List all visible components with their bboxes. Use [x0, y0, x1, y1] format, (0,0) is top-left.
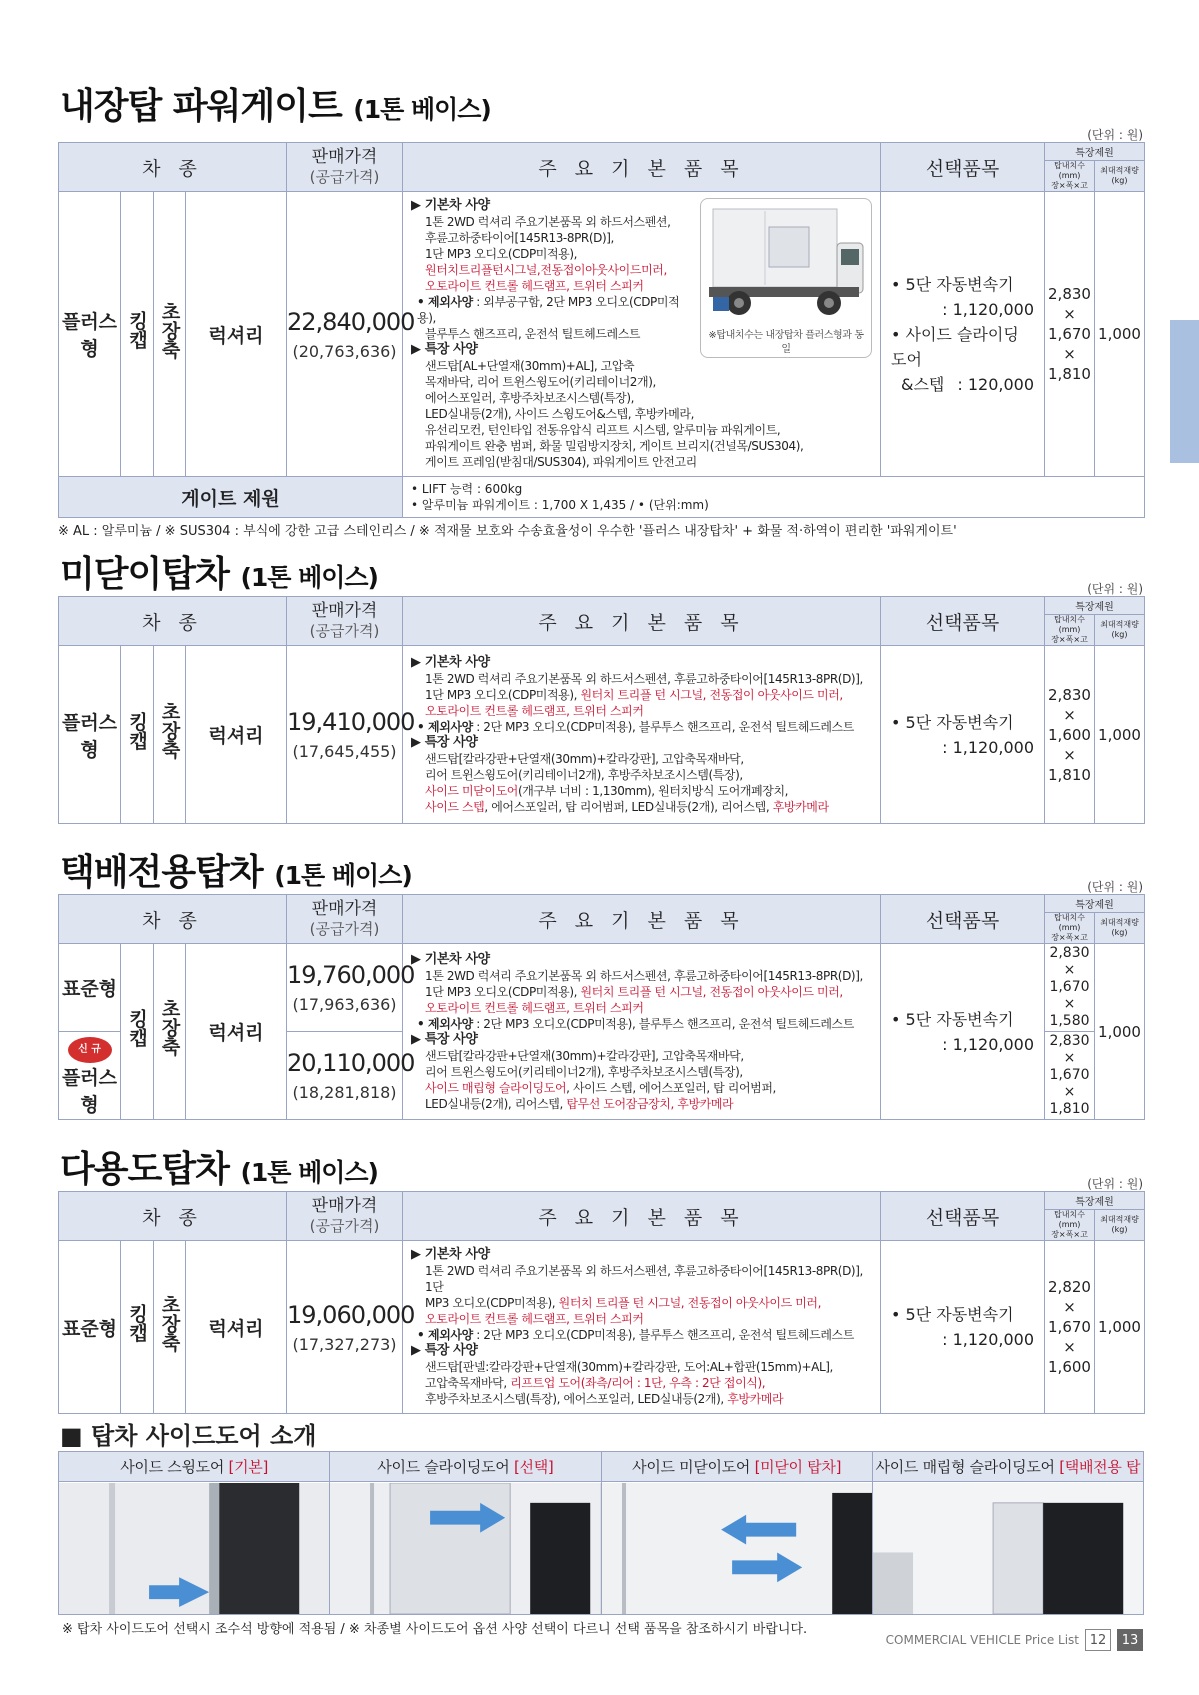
features-cell: ▶ 기본차 사양 1톤 2WD 럭셔리 주요기본품목 외 하드서스펜션, 후륜고하중타이어[145R13-8PR(D)], 1단 MP3 오디오(CDP미적용), 원터치 트리플 턴 시그널, 전동접이 아웃사이드 미러, 오토라이트 컨트롤 헤드램프, 트위터 스피커 • 제외사양 : 2단 MP3 오디오(CDP미적용), 블루투스 핸즈프리, 운전석 틸트헤드레스트 ▶ 특장 사양 샌드탑[판넬:칼라강판+단열재(30mm)+칼라강판, 도어:AL+합판(15mm)+AL], 고압축목재바닥, 리프트업 도어(좌측/리어 : 1단, 우측 : 2단 접이식), 후방주차보조시스템(특장), 에어스포일러, LED실내등(2개), 후방카메라	[403, 1241, 881, 1414]
unit-label: (단위 : 원)	[1087, 880, 1143, 894]
header-price: 판매가격 (공급가격)	[287, 143, 403, 192]
header-price: 판매가격 (공급가격)	[287, 1192, 403, 1241]
cab-type: 킹캡	[121, 192, 154, 477]
section-side-tab	[1170, 320, 1199, 463]
door-embedded-sliding	[873, 1452, 1143, 1614]
axle-type: 초장축	[154, 1241, 186, 1414]
header-spec-dim: 탑내치수(mm) 장×폭×고	[1045, 615, 1095, 646]
door-swing-image	[59, 1483, 329, 1614]
door-sliding-label: 사이드 슬라이딩도어 [선택]	[330, 1452, 600, 1482]
door-sliding-pocket	[602, 1452, 873, 1614]
page-number-left[interactable]: 12	[1085, 1629, 1111, 1651]
header-options: 선택품목	[881, 1192, 1045, 1241]
door-swing-label: 사이드 스윙도어 [기본]	[59, 1452, 329, 1482]
price-table-sliding-top	[58, 596, 1145, 824]
header-spec: 특장제원	[1045, 143, 1145, 161]
header-spec-weight: 최대적재량 (kg)	[1095, 615, 1145, 646]
spec-weight: 1,000	[1095, 944, 1145, 1120]
door-swing	[59, 1452, 330, 1614]
header-spec-weight: 최대적재량 (kg)	[1095, 1210, 1145, 1241]
model-name: 표준형	[59, 944, 121, 1032]
page-number-right[interactable]: 13	[1117, 1629, 1143, 1651]
axle-type: 초장축	[154, 944, 186, 1120]
model-name: 플러스형	[59, 646, 121, 824]
header-main-items: 주 요 기 본 품 목	[403, 597, 881, 646]
header-spec-dim: 탑내치수(mm) 장×폭×고	[1045, 161, 1095, 192]
section-title-multipurpose-top: 다용도탑차 (1톤 베이스)	[60, 1149, 378, 1190]
header-spec: 특장제원	[1045, 597, 1145, 615]
header-spec: 특장제원	[1045, 1192, 1145, 1210]
features-cell: ▶ 기본차 사양 1톤 2WD 럭셔리 주요기본품목 외 하드서스펜션, 후륜고하중타이어[145R13-8PR(D)], 1단 MP3 오디오(CDP미적용), 원터치 트리플 턴 시그널, 전동접이 아웃사이드 미러, 오토라이트 컨트롤 헤드램프, 트위터 스피커 • 제외사양 : 2단 MP3 오디오(CDP미적용), 블루투스 핸즈프리, 운전석 틸트헤드레스트 ▶ 특장 사양 샌드탑[칼라강판+단열재(30mm)+칼라강판], 고압축목재바닥, 리어 트윈스윙도어(키리테이너2개), 후방주차보조시스템(특장), 사이드 매립형 슬라이딩도어, 사이드 스텝, 에어스포일러, 탑 리어범퍼, LED실내등(2개), 리어스텝, 탑무선 도어잠금장치, 후방카메라	[403, 944, 881, 1120]
axle-type: 초장축	[154, 192, 186, 477]
header-main-items: 주 요 기 본 품 목	[403, 895, 881, 944]
price-cell: 19,410,000 (17,645,455)	[287, 646, 403, 824]
options-cell: • 5단 자동변속기 : 1,120,000 • 사이드 슬라이딩도어 &스텝 : 120,000	[881, 192, 1045, 477]
cab-type: 킹캡	[121, 1241, 154, 1414]
options-cell: • 5단 자동변속기 : 1,120,000	[881, 944, 1045, 1120]
truck-image	[700, 198, 872, 358]
model-name-plus: 신 규 플러스형	[59, 1032, 121, 1120]
header-model: 차 종	[59, 597, 287, 646]
page-footer	[886, 1629, 1143, 1651]
spec-dimensions-standard: 2,830 × 1,670 × 1,580	[1045, 944, 1095, 1032]
unit-label: (단위 : 원)	[1087, 128, 1143, 142]
door-embedded-image	[873, 1483, 1143, 1614]
door-pocket-image	[602, 1483, 872, 1614]
spec-dimensions-plus: 2,830 × 1,670 × 1,810	[1045, 1032, 1095, 1120]
section-title-sliding-top: 미닫이탑차 (1톤 베이스)	[60, 554, 378, 595]
spec-weight: 1,000	[1095, 646, 1145, 824]
truck-image-caption: ※탑내치수는 내장탑차 플러스형과 동일	[708, 330, 864, 355]
side-door-gallery	[58, 1451, 1144, 1615]
header-spec-weight: 최대적재량 (kg)	[1095, 161, 1145, 192]
unit-label: (단위 : 원)	[1087, 582, 1143, 596]
header-price: 판매가격 (공급가격)	[287, 597, 403, 646]
axle-type: 초장축	[154, 646, 186, 824]
section-title-power-gate: 내장탑 파워게이트 (1톤 베이스)	[60, 86, 491, 127]
door-pocket-label: 사이드 미닫이도어 [미닫이 탑차]	[602, 1452, 872, 1482]
header-spec-dim: 탑내치수(mm) 장×폭×고	[1045, 913, 1095, 944]
header-price: 판매가격 (공급가격)	[287, 895, 403, 944]
spec-dimensions: 2,830 × 1,600 × 1,810	[1045, 646, 1095, 824]
new-badge: 신 규	[68, 1037, 112, 1063]
features-cell: ▶ 기본차 사양 1톤 2WD 럭셔리 주요기본품목 외 하드서스펜션, 후륜고하중타이어[145R13-8PR(D)], 1단 MP3 오디오(CDP미적용), 원터치 트리플 턴 시그널, 전동접이 아웃사이드 미러, 오토라이트 컨트롤 헤드램프, 트위터 스피커 • 제외사양 : 2단 MP3 오디오(CDP미적용), 블루투스 핸즈프리, 운전석 틸트헤드레스트 ▶ 특장 사양 샌드탑[칼라강판+단열재(30mm)+칼라강판], 고압축목재바닥, 리어 트윈스윙도어(키리테이너2개), 후방주차보조시스템(특장), 사이드 미닫이도어(개구부 너비 : 1,130mm), 원터치방식 도어개폐장치, 사이드 스텝, 에어스포일러, 탑 리어범퍼, LED실내등(2개), 리어스텝, 후방카메라	[403, 646, 881, 824]
door-sliding	[330, 1452, 601, 1614]
trim-name: 럭셔리	[186, 1241, 287, 1414]
price-table-multipurpose-top	[58, 1191, 1145, 1414]
spec-dimensions: 2,820 × 1,670 × 1,600	[1045, 1241, 1095, 1414]
model-name: 플러스형	[59, 192, 121, 477]
gate-spec-label: 게이트 제원	[59, 477, 403, 518]
price-cell-plus: 20,110,000 (18,281,818)	[287, 1032, 403, 1120]
cab-type: 킹캡	[121, 646, 154, 824]
trim-name: 럭셔리	[186, 944, 287, 1120]
spec-dimensions: 2,830 × 1,670 × 1,810	[1045, 192, 1095, 477]
section-title-delivery-top: 택배전용탑차 (1톤 베이스)	[60, 852, 412, 893]
price-table-delivery-top	[58, 894, 1145, 1120]
cab-type: 킹캡	[121, 944, 154, 1120]
price-cell: 22,840,000 (20,763,636)	[287, 192, 403, 477]
features-cell: ※탑내치수는 내장탑차 플러스형과 동일 ▶ 기본차 사양 1톤 2WD 럭셔리 주요기본품목 외 하드서스펜션, 후륜고하중타이어[145R13-8PR(D)], 1단 MP3 오디오(CDP미적용), 원터치트리플턴시그널,전동접이아웃사이드미러, 오토라이트 컨트롤 헤드램프, 트위터 스피커 • 제외사양 : 외부공구함, 2단 MP3 오디오(CDP미적용), 블루투스 핸즈프리, 운전석 틸트헤드레스트 ▶ 특장 사양 샌드탑[AL+단열재(30mm)+AL], 고압축 목재바닥, 리어 트윈스윙도어(키리테이너2개), 에어스포일러, 후방주차보조시스템(특장), LED실내등(2개), 사이드 스윙도어&스텝, 후방카메라, 유선리모컨, 턴인타입 전동유압식 리프트 시스템, 알루미늄 파워게이트, 파워게이트 완충 범퍼, 화물 밀림방지장치, 게이트 브리지(건널목/SUS304), 게이트 프레임(받침대/SUS304), 파워게이트 안전고리	[403, 192, 881, 477]
header-spec-dim: 탑내치수(mm) 장×폭×고	[1045, 1210, 1095, 1241]
options-cell: • 5단 자동변속기 : 1,120,000	[881, 646, 1045, 824]
trim-name: 럭셔리	[186, 192, 287, 477]
header-model: 차 종	[59, 1192, 287, 1241]
door-embedded-label: 사이드 매립형 슬라이딩도어 [택배전용 탑	[873, 1452, 1143, 1482]
gate-spec-values: • LIFT 능력 : 600kg • 알루미늄 파워게이트 : 1,700 X 1,435 / • (단위:mm)	[403, 477, 1145, 518]
spec-weight: 1,000	[1095, 192, 1145, 477]
price-cell: 19,060,000 (17,327,273)	[287, 1241, 403, 1414]
header-options: 선택품목	[881, 895, 1045, 944]
spec-weight: 1,000	[1095, 1241, 1145, 1414]
header-main-items: 주 요 기 본 품 목	[403, 1192, 881, 1241]
footer-label: COMMERCIAL VEHICLE Price List	[885, 1633, 1079, 1647]
power-gate-note: ※ AL : 알루미늄 / ※ SUS304 : 부식에 강한 고급 스테인리스 / ※ 적재물 보호와 수송효율성이 우수한 '플러스 내장탑차' + 화물 적·하역이 편리한 '파워게이트'	[58, 524, 957, 539]
trim-name: 럭셔리	[186, 646, 287, 824]
doors-section-title: ■ 탑차 사이드도어 소개	[60, 1422, 317, 1450]
header-spec-weight: 최대적재량 (kg)	[1095, 913, 1145, 944]
header-model: 차 종	[59, 895, 287, 944]
header-options: 선택품목	[881, 597, 1045, 646]
header-spec: 특장제원	[1045, 895, 1145, 913]
doors-note: ※ 탑차 사이드도어 선택시 조수석 방향에 적용됨 / ※ 차종별 사이드도어 옵션 사양 선택이 다르니 선택 품목을 참조하시기 바랍니다.	[62, 1622, 808, 1637]
header-model: 차 종	[59, 143, 287, 192]
door-sliding-image	[330, 1483, 600, 1614]
header-main-items: 주 요 기 본 품 목	[403, 143, 881, 192]
price-table-power-gate	[58, 142, 1145, 518]
unit-label: (단위 : 원)	[1087, 1177, 1143, 1191]
price-cell: 19,760,000 (17,963,636)	[287, 944, 403, 1032]
options-cell: • 5단 자동변속기 : 1,120,000	[881, 1241, 1045, 1414]
header-options: 선택품목	[881, 143, 1045, 192]
model-name: 표준형	[59, 1241, 121, 1414]
